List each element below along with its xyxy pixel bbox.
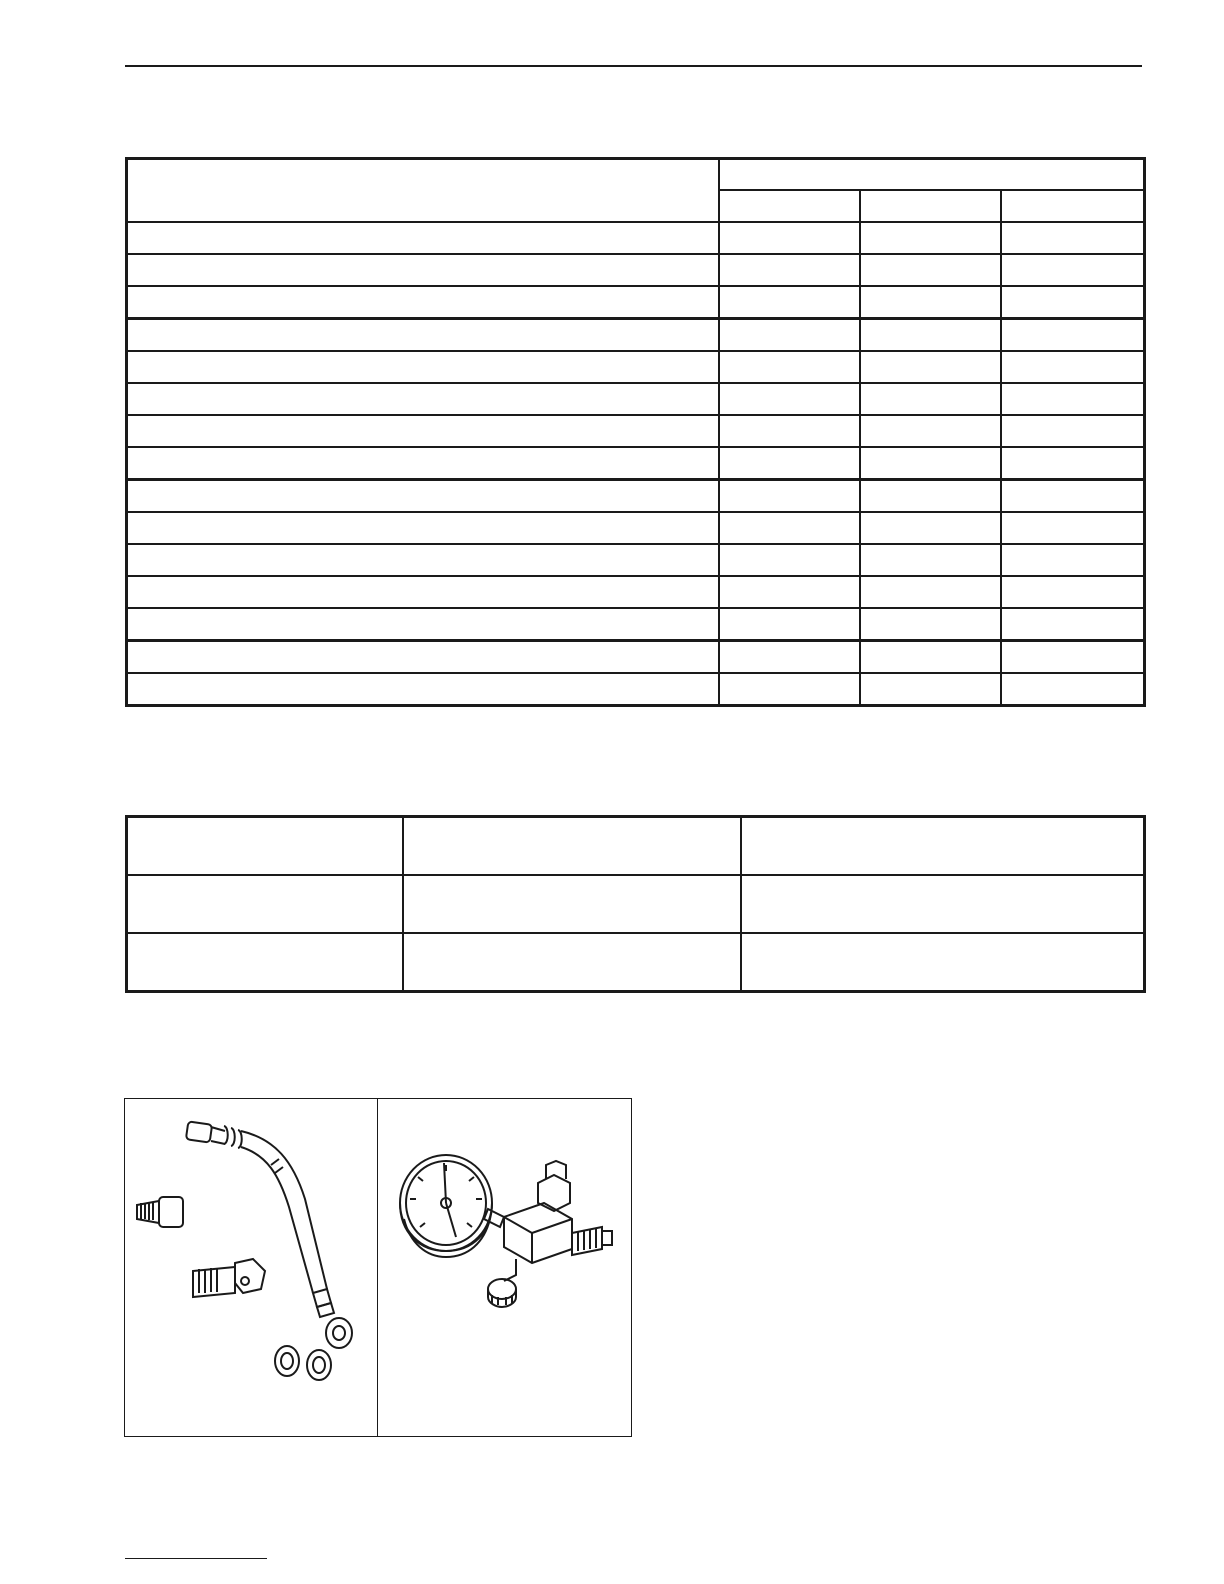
spec-item-cell bbox=[127, 286, 719, 319]
spec-value-cell bbox=[719, 254, 860, 286]
spec-item-cell bbox=[127, 512, 719, 544]
table-row bbox=[127, 576, 1145, 608]
spec-value-cell bbox=[860, 351, 1001, 383]
spec-value-cell bbox=[860, 512, 1001, 544]
tool-cell bbox=[403, 933, 741, 992]
spec-value-cell bbox=[719, 479, 860, 512]
spec-value-cell bbox=[1001, 318, 1145, 351]
spec-value-cell bbox=[719, 415, 860, 447]
spec-header-group bbox=[719, 159, 1145, 190]
spec-value-cell bbox=[719, 512, 860, 544]
spec-value-cell bbox=[860, 318, 1001, 351]
table-row bbox=[127, 875, 1145, 933]
table-row bbox=[127, 933, 1145, 992]
spec-value-cell bbox=[1001, 415, 1145, 447]
spec-header-sub bbox=[719, 190, 860, 222]
spec-value-cell bbox=[1001, 383, 1145, 415]
spec-value-cell bbox=[860, 222, 1001, 254]
tool-header-cell bbox=[741, 817, 1145, 876]
spec-value-cell bbox=[1001, 286, 1145, 319]
spec-value-cell bbox=[860, 673, 1001, 706]
table-row bbox=[127, 447, 1145, 480]
spec-item-cell bbox=[127, 222, 719, 254]
spec-value-cell bbox=[860, 415, 1001, 447]
spec-value-cell bbox=[860, 640, 1001, 673]
spec-value-cell bbox=[719, 576, 860, 608]
tool-cell bbox=[127, 933, 403, 992]
spec-item-cell bbox=[127, 479, 719, 512]
spec-value-cell bbox=[1001, 640, 1145, 673]
spec-item-cell bbox=[127, 383, 719, 415]
spec-item-cell bbox=[127, 351, 719, 383]
spec-item-cell bbox=[127, 447, 719, 480]
tool-cell bbox=[127, 875, 403, 933]
spec-header-sub bbox=[1001, 190, 1145, 222]
spec-header-sub bbox=[860, 190, 1001, 222]
spec-value-cell bbox=[719, 447, 860, 480]
spec-value-cell bbox=[1001, 351, 1145, 383]
spec-value-cell bbox=[1001, 576, 1145, 608]
special-tool-table bbox=[125, 815, 1146, 993]
spec-item-cell bbox=[127, 415, 719, 447]
spec-value-cell bbox=[1001, 479, 1145, 512]
spec-value-cell bbox=[860, 479, 1001, 512]
table-row bbox=[127, 222, 1145, 254]
spec-value-cell bbox=[860, 383, 1001, 415]
hose-adapter-kit-icon bbox=[125, 1099, 377, 1436]
spec-value-cell bbox=[860, 544, 1001, 576]
tool-cell bbox=[741, 875, 1145, 933]
table-row bbox=[127, 544, 1145, 576]
spec-value-cell bbox=[1001, 512, 1145, 544]
spec-value-cell bbox=[860, 576, 1001, 608]
spec-value-cell bbox=[1001, 447, 1145, 480]
table-row bbox=[127, 318, 1145, 351]
spec-value-cell bbox=[860, 608, 1001, 641]
footer-rule bbox=[125, 1558, 267, 1559]
spec-item-cell bbox=[127, 254, 719, 286]
table-row bbox=[127, 512, 1145, 544]
spec-value-cell bbox=[719, 544, 860, 576]
spec-item-cell bbox=[127, 576, 719, 608]
table-row bbox=[127, 254, 1145, 286]
table-row bbox=[127, 351, 1145, 383]
spec-value-cell bbox=[719, 222, 860, 254]
tool-cell bbox=[741, 933, 1145, 992]
spec-value-cell bbox=[719, 673, 860, 706]
spec-value-cell bbox=[719, 351, 860, 383]
spec-value-cell bbox=[719, 383, 860, 415]
spec-value-cell bbox=[1001, 544, 1145, 576]
spec-value-cell bbox=[1001, 222, 1145, 254]
tool-header-cell bbox=[127, 817, 403, 876]
spec-value-cell bbox=[719, 318, 860, 351]
tool-header-cell bbox=[403, 817, 741, 876]
spec-item-cell bbox=[127, 673, 719, 706]
spec-value-cell bbox=[1001, 608, 1145, 641]
specification-table bbox=[125, 157, 1146, 707]
pressure-gauge-icon bbox=[378, 1099, 631, 1436]
spec-value-cell bbox=[719, 286, 860, 319]
spec-item-cell bbox=[127, 544, 719, 576]
spec-value-cell bbox=[860, 447, 1001, 480]
spec-value-cell bbox=[719, 608, 860, 641]
table-row bbox=[127, 640, 1145, 673]
spec-value-cell bbox=[1001, 254, 1145, 286]
spec-value-cell bbox=[860, 286, 1001, 319]
spec-value-cell bbox=[860, 254, 1001, 286]
spec-item-cell bbox=[127, 640, 719, 673]
table-row bbox=[127, 673, 1145, 706]
spec-value-cell bbox=[1001, 673, 1145, 706]
table-row bbox=[127, 608, 1145, 641]
tool-cell bbox=[403, 875, 741, 933]
spec-value-cell bbox=[719, 640, 860, 673]
table-row bbox=[127, 415, 1145, 447]
table-row bbox=[127, 286, 1145, 319]
header-rule bbox=[125, 65, 1142, 67]
table-row bbox=[127, 479, 1145, 512]
spec-header-item bbox=[127, 159, 719, 222]
spec-item-cell bbox=[127, 318, 719, 351]
table-row bbox=[127, 383, 1145, 415]
spec-item-cell bbox=[127, 608, 719, 641]
